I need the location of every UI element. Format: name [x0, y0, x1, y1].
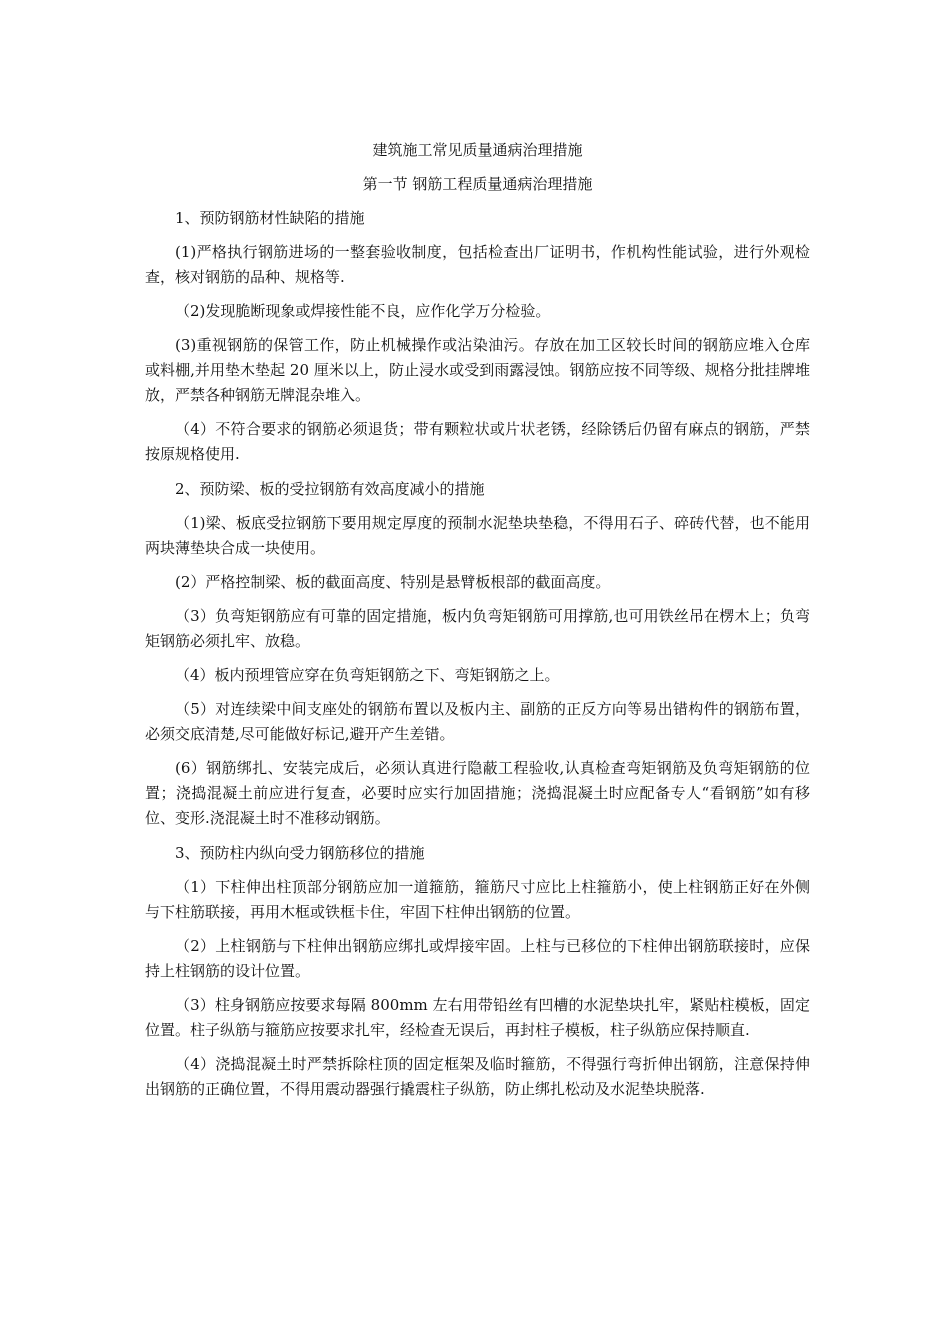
paragraph: （1)梁、板底受拉钢筋下要用规定厚度的预制水泥垫块垫稳，不得用石子、碎砖代替，也不能用两块薄垫块合成一块使用。 — [145, 514, 810, 557]
subsection-heading: 1、预防钢筋材性缺陷的措施 — [175, 209, 365, 227]
paragraph: （2）上柱钢筋与下柱伸出钢筋应绑扎或焊接牢固。上柱与已移位的下柱伸出钢筋联接时，应保持上柱钢筋的设计位置。 — [145, 937, 810, 980]
paragraph: （4）浇捣混凝土时严禁拆除柱顶的固定框架及临时箍筋，不得强行弯折伸出钢筋，注意保持伸出钢筋的正确位置，不得用震动器强行撬震柱子纵筋，防止绑扎松动及水泥垫块脱落. — [145, 1055, 810, 1098]
paragraph: (3)重视钢筋的保管工作，防止机械操作或沾染油污。存放在加工区较长时间的钢筋应堆入仓库或料棚,并用垫木垫起 20 厘米以上，防止浸水或受到雨露浸蚀。钢筋应按不同等级、规格分批挂牌堆放，严禁各种钢筋无牌混杂堆入。 — [145, 336, 810, 404]
paragraph: （4）板内预埋管应穿在负弯矩钢筋之下、弯矩钢筋之上。 — [175, 666, 560, 684]
paragraph: （3）负弯矩钢筋应有可靠的固定措施，板内负弯矩钢筋可用撑筋,也可用铁丝吊在楞木上；负弯矩钢筋必须扎牢、放稳。 — [145, 607, 810, 650]
section-title: 第一节 钢筋工程质量通病治理措施 — [362, 175, 593, 193]
document-title: 建筑施工常见质量通病治理措施 — [372, 141, 583, 159]
subsection-heading: 3、预防柱内纵向受力钢筋移位的措施 — [175, 844, 425, 862]
paragraph: (6）钢筋绑扎、安装完成后，必须认真进行隐蔽工程验收,认真检查弯矩钢筋及负弯矩钢筋的位置；浇捣混凝土前应进行复查，必要时应实行加固措施；浇捣混凝土时应配备专人“看钢筋”如有移位、变形.浇混凝土时不准移动钢筋。 — [145, 759, 810, 827]
paragraph: （4）不符合要求的钢筋必须退货；带有颗粒状或片状老锈，经除锈后仍留有麻点的钢筋，严禁按原规格使用. — [145, 420, 810, 463]
paragraph: （1）下柱伸出柱顶部分钢筋应加一道箍筋，箍筋尺寸应比上柱箍筋小，使上柱钢筋正好在外侧与下柱筋联接，再用木框或铁框卡住，牢固下柱伸出钢筋的位置。 — [145, 878, 810, 921]
paragraph: (1)严格执行钢筋进场的一整套验收制度，包括检查出厂证明书，作机构性能试验，进行外观检查，核对钢筋的品种、规格等. — [145, 243, 810, 286]
document-page — [145, 137, 810, 1111]
paragraph: （2)发现脆断现象或焊接性能不良，应作化学万分检验。 — [175, 302, 551, 320]
paragraph: （3）柱身钢筋应按要求每隔 800mm 左右用带铅丝有凹槽的水泥垫块扎牢，紧贴柱模板，固定位置。柱子纵筋与箍筋应按要求扎牢，经检查无误后，再封柱子模板，柱子纵筋应保持顺直. — [145, 996, 810, 1039]
paragraph: (2）严格控制梁、板的截面高度、特别是悬臂板根部的截面高度。 — [175, 573, 611, 591]
subsection-heading: 2、预防梁、板的受拉钢筋有效高度减小的措施 — [175, 480, 485, 498]
paragraph: （5）对连续梁中间支座处的钢筋布置以及板内主、副筋的正反方向等易出错构件的钢筋布置，必须交底清楚,尽可能做好标记,避开产生差错。 — [145, 700, 810, 743]
